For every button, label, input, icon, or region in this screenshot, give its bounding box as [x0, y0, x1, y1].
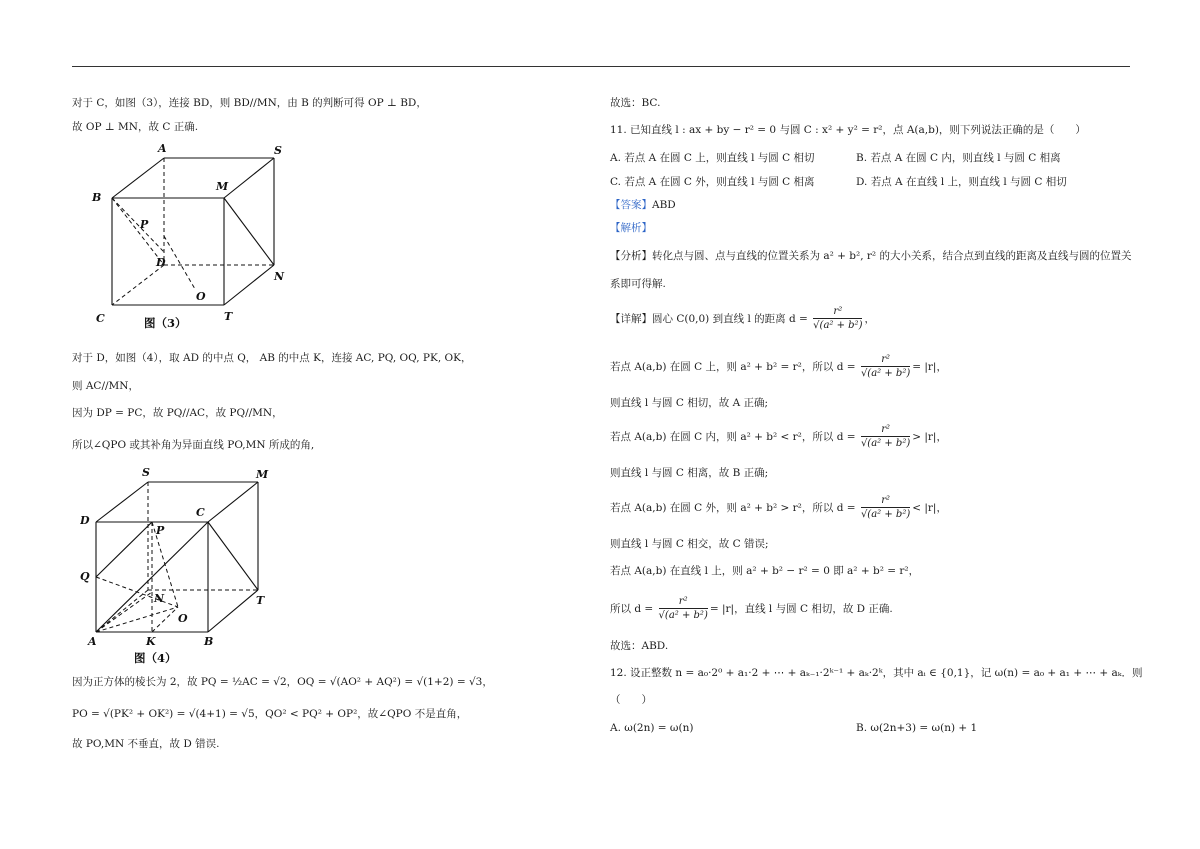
q11-option-c: C. 若点 A 在圆 C 外，则直线 l 与圆 C 相离 — [610, 176, 815, 188]
fig4-label-T: T — [256, 594, 265, 607]
q11-option-d: D. 若点 A 在直线 l 上，则直线 l 与圆 C 相切 — [856, 176, 1067, 188]
q12-option-a: A. ω(2n) = ω(n) — [610, 722, 694, 734]
q11-stem: 11. 已知直线 l : ax + by − r² = 0 与圆 C : x² + y² = r²，点 A(a,b)，则下列说法正确的是（ ） — [610, 124, 1086, 136]
fig3-label-B: B — [92, 191, 102, 204]
c-intro: 对于 C，如图（3），连接 BD，则 BD//MN，由 B 的判断可得 OP ⊥ BD， — [72, 97, 427, 109]
case-d2-post: = |r|，直线 l 与圆 C 相切，故 D 正确. — [709, 603, 893, 615]
analysis-line1: 【分析】转化点与圆、点与直线的位置关系为 a² + b², r² 的大小关系，结合点到直线的距离及直线与圆的位置关 — [610, 250, 1132, 262]
case-b2: 则直线 l 与圆 C 相离，故 B 正确; — [610, 467, 769, 479]
fig3-label-A: A — [158, 142, 167, 155]
fig4-caption: 图（4） — [134, 651, 177, 665]
answer-value: ABD — [652, 199, 676, 211]
case-c1-pre: 若点 A(a,b) 在圆 C 外，则 a² + b² > r²，所以 d = — [610, 502, 856, 514]
frac-num: r² — [813, 305, 862, 319]
c-conclusion: 故 OP ⊥ MN，故 C 正确. — [72, 121, 199, 133]
case-b1 — [610, 420, 947, 454]
d-because: 因为 DP = PC，故 PQ//AC，故 PQ//MN， — [72, 407, 283, 419]
frac-den: √(a² + b²) — [860, 368, 911, 379]
fig4-label-M: M — [256, 468, 269, 481]
fig4-label-Q: Q — [80, 570, 90, 583]
distance-fraction — [813, 305, 862, 333]
fig4-label-O: O — [178, 612, 188, 625]
analysis-tag: 【解析】 — [610, 222, 652, 234]
case-c1-post: < |r|， — [912, 502, 947, 514]
frac-num: r² — [861, 423, 910, 437]
d-calc1: 因为正方体的棱长为 2，故 PQ = ½AC = √2，OQ = √(AO² + AQ²) = √(1+2) = √3， — [72, 676, 493, 688]
fig4-label-K: K — [146, 635, 156, 648]
fig4-label-N: N — [154, 592, 165, 605]
prev-answer: 故选：BC. — [610, 97, 661, 109]
fig4-label-S: S — [142, 466, 150, 479]
case-d1: 若点 A(a,b) 在直线 l 上，则 a² + b² − r² = 0 即 a² + b² = r²， — [610, 565, 920, 577]
fig3-label-M: M — [216, 180, 229, 193]
answer-line — [610, 197, 676, 213]
case-c1 — [610, 491, 947, 525]
case-d2-pre: 所以 d = — [610, 603, 654, 615]
frac-num: r² — [861, 494, 910, 508]
detail-line: 【详解】圆心 C(0,0) 到直线 l 的距离 d = $\frac{\text{r²}}{\text{√(a² + b²)}}$ ， — [610, 306, 875, 331]
q11-option-a: A. 若点 A 在圆 C 上，则直线 l 与圆 C 相切 — [610, 152, 815, 164]
case-d2 — [610, 592, 893, 626]
fig3-label-N: N — [274, 270, 285, 283]
fig4-label-C: C — [196, 506, 205, 519]
fig4-label-B: B — [204, 635, 214, 648]
case-a1-post: = |r|， — [912, 361, 947, 373]
case-d2-fraction — [659, 595, 708, 623]
d-conclusion: 故 PO,MN 不垂直，故 D 错误. — [72, 738, 220, 750]
d-intro: 对于 D，如图（4），取 AD 的中点 Q， AB 的中点 K，连接 AC, PQ, OQ, PK, OK， — [72, 352, 472, 364]
frac-num: r² — [659, 595, 708, 609]
fig3-caption: 图（3） — [144, 316, 187, 330]
frac-den: √(a² + b²) — [658, 610, 708, 621]
fig4-label-A: A — [88, 635, 97, 648]
case-c1-fraction — [861, 494, 910, 522]
answer-tag: 【答案】 — [610, 199, 652, 211]
fig3-label-D: D — [156, 256, 166, 269]
frac-den: √(a² + b²) — [813, 320, 863, 331]
frac-num: r² — [861, 353, 910, 367]
header-rule — [72, 66, 1130, 67]
detail-text: 【详解】圆心 C(0,0) 到直线 l 的距离 d = — [610, 313, 808, 325]
fig3-label-O: O — [196, 290, 206, 303]
fig3-label-T: T — [224, 310, 233, 323]
figure-4 — [80, 462, 280, 667]
fig4-label-D: D — [80, 514, 90, 527]
q11-option-b: B. 若点 A 在圆 C 内，则直线 l 与圆 C 相离 — [856, 152, 1061, 164]
q12-option-b: B. ω(2n+3) = ω(n) + 1 — [856, 722, 978, 734]
d-calc2: PO = √(PK² + OK²) = √(4+1) = √5，QO² < PQ² + OP²，故∠QPO 不是直角， — [72, 708, 468, 720]
case-b1-post: > |r|， — [912, 431, 947, 443]
d-parallel: 则 AC//MN， — [72, 380, 139, 392]
case-a1 — [610, 350, 947, 384]
case-a1-pre: 若点 A(a,b) 在圆 C 上，则 a² + b² = r²，所以 d = — [610, 361, 856, 373]
fig3-label-P: P — [140, 218, 149, 231]
analysis-line2: 系即可得解. — [610, 278, 666, 290]
fig3-label-C: C — [96, 312, 105, 325]
final-answer: 故选：ABD. — [610, 640, 669, 652]
q12-blank: （ ） — [610, 694, 652, 706]
case-b1-pre: 若点 A(a,b) 在圆 C 内，则 a² + b² < r²，所以 d = — [610, 431, 856, 443]
frac-den: √(a² + b²) — [860, 438, 911, 449]
d-angle: 所以∠QPO 或其补角为异面直线 PO,MN 所成的角, — [72, 439, 315, 451]
case-a2: 则直线 l 与圆 C 相切，故 A 正确; — [610, 397, 769, 409]
fig4-label-P: P — [156, 524, 165, 537]
case-b1-fraction — [861, 423, 910, 451]
frac-den: √(a² + b²) — [860, 509, 911, 520]
figure-3 — [84, 140, 304, 335]
fig3-label-S: S — [274, 144, 282, 157]
case-a1-fraction — [861, 353, 910, 381]
case-c2: 则直线 l 与圆 C 相交，故 C 错误; — [610, 538, 769, 550]
q12-stem: 12. 设正整数 n = a₀·2⁰ + a₁·2 + ⋯ + aₖ₋₁·2ᵏ⁻¹ + aₖ·2ᵏ，其中 aᵢ ∈ {0,1}，记 ω(n) = a₀ + a₁ + ⋯ + aₖ．则 — [610, 667, 1143, 679]
